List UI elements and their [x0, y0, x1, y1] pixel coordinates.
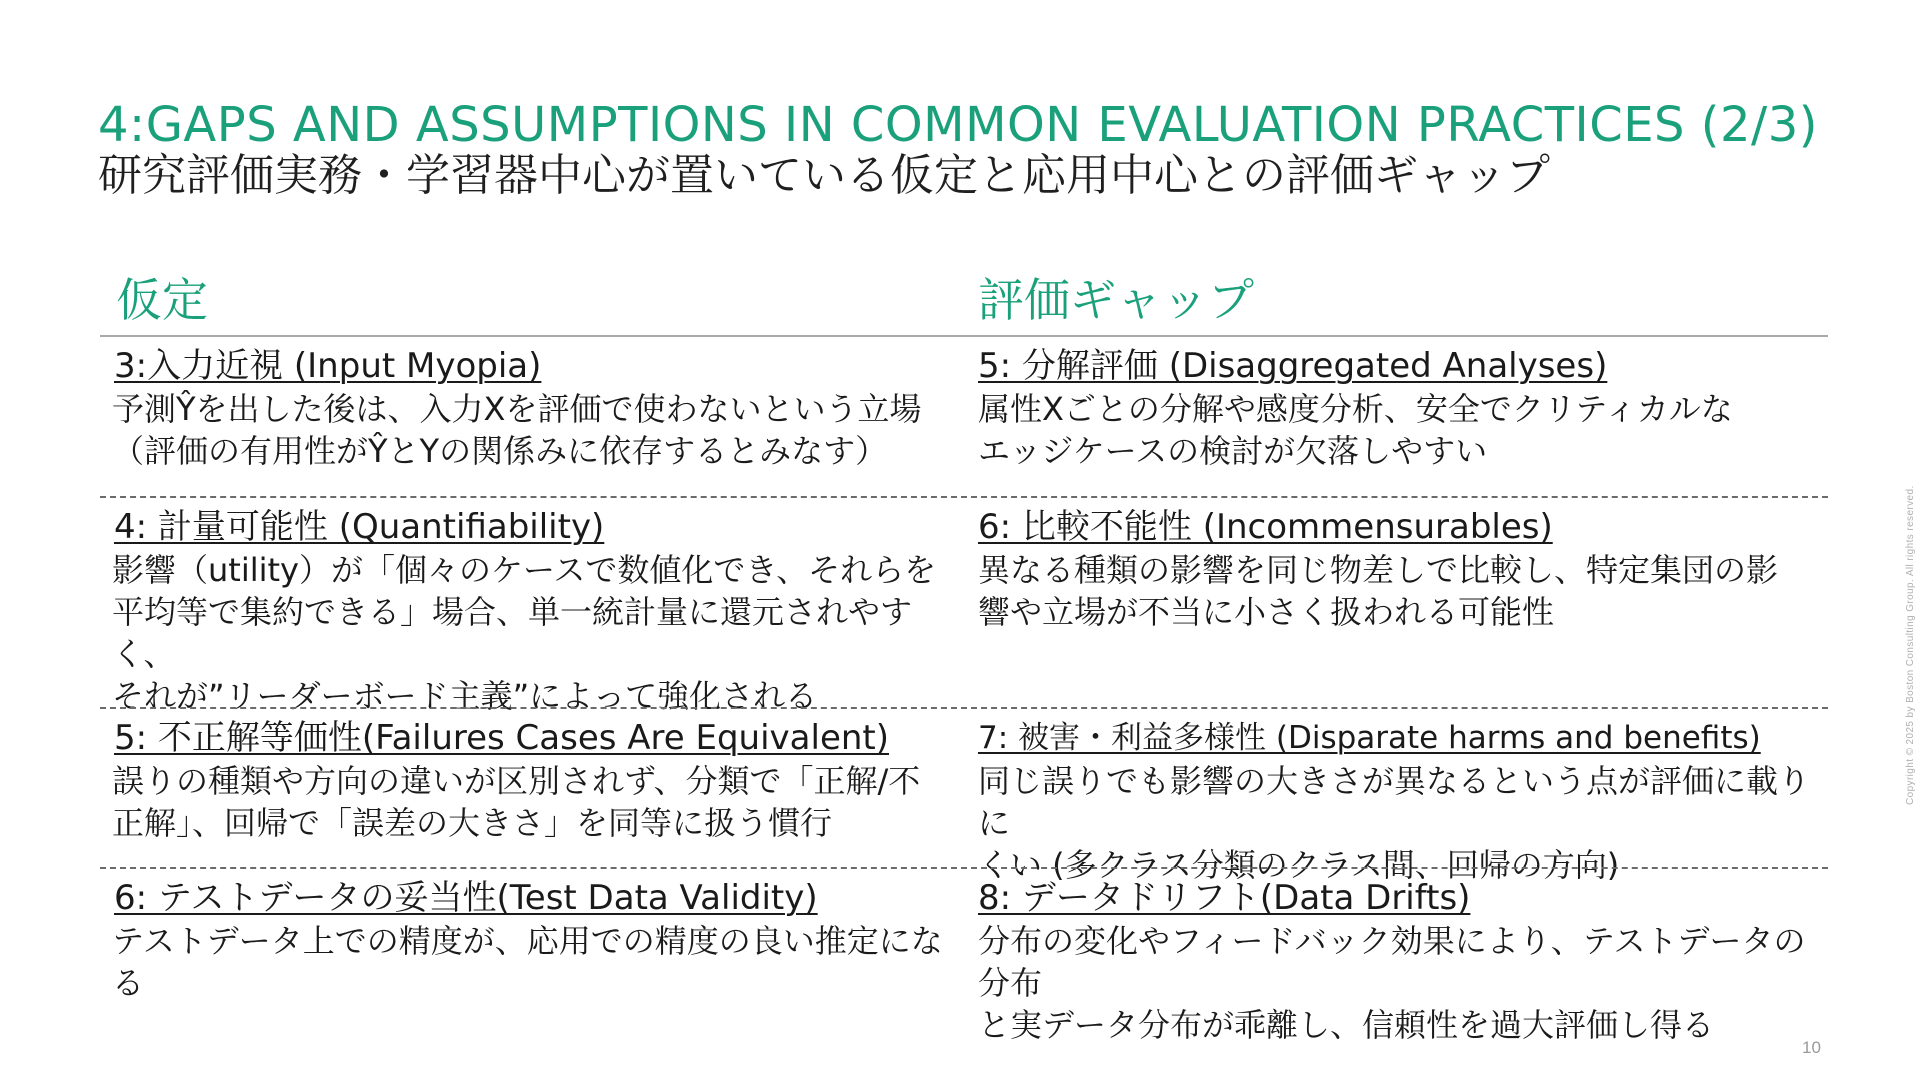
column-header-assumptions: 仮定	[116, 273, 208, 327]
assumption-cell	[114, 346, 954, 472]
page-number: 10	[1802, 1038, 1821, 1057]
row-divider	[100, 496, 1828, 498]
assumption-body: 予測Ŷを出した後は、入力Xを評価で使わないという立場 （評価の有用性がŶとYの関係みに依存するとみなす）	[112, 390, 922, 470]
assumption-body: 誤りの種類や方向の違いが区別されず、分類で「正解/不 正解」、回帰で「誤差の大きさ」を同等に扱う慣行	[112, 762, 921, 842]
assumption-title: 4: 計量可能性 (Quantifiability)	[114, 507, 605, 547]
gap-cell	[978, 878, 1828, 1046]
gap-title: 7: 被害・利益多様性 (Disparate harms and benefits)	[978, 720, 1761, 756]
gap-cell	[978, 346, 1828, 472]
row-divider	[100, 707, 1828, 709]
row-divider	[100, 867, 1828, 869]
gap-cell	[978, 718, 1828, 886]
column-header-evaluation-gaps: 評価ギャップ	[978, 273, 1254, 327]
gap-title: 8: データドリフト(Data Drifts)	[978, 878, 1471, 918]
assumption-title: 6: テストデータの妥当性(Test Data Validity)	[114, 878, 818, 918]
slide-title-english: 4:GAPS AND ASSUMPTIONS IN COMMON EVALUATION PRACTICES (2/3)	[98, 97, 1818, 153]
gap-title: 5: 分解評価 (Disaggregated Analyses)	[978, 346, 1608, 386]
gap-body: 属性Xごとの分解や感度分析、安全でクリティカルな エッジケースの検討が欠落しやすい	[978, 390, 1733, 470]
gap-body: 異なる種類の影響を同じ物差しで比較し、特定集団の影 響や立場が不当に小さく扱われる可能性	[978, 551, 1779, 631]
assumption-title: 5: 不正解等価性(Failures Cases Are Equivalent)	[114, 718, 890, 758]
gap-title: 6: 比較不能性 (Incommensurables)	[978, 507, 1553, 547]
slide-title-japanese: 研究評価実務・学習器中心が置いている仮定と応用中心との評価ギャップ	[98, 150, 1550, 201]
copyright-notice: Copyright © 2025 by Boston Consulting Group. All rights reserved.	[1905, 485, 1916, 805]
gap-body: 同じ誤りでも影響の大きさが異なるという点が評価に載りに くい (多クラス分類のクラス間、回帰の方向)	[978, 762, 1811, 884]
assumption-body: テストデータ上での精度が、応用での精度の良い推定にな る	[112, 922, 943, 1002]
assumption-cell	[114, 878, 954, 1004]
assumption-cell	[114, 507, 954, 717]
assumption-body: 影響（utility）が「個々のケースで数値化でき、それらを 平均等で集約できる」場合、単一統計量に還元されやすく、 それが”リーダーボード主義”によって強化される	[112, 551, 937, 715]
assumption-cell	[114, 718, 954, 844]
gap-body: 分布の変化やフィードバック効果により、テストデータの分布 と実データ分布が乖離し、信頼性を過大評価し得る	[978, 922, 1806, 1044]
header-divider	[100, 335, 1828, 337]
assumption-title: 3:入力近視 (Input Myopia)	[114, 346, 542, 386]
gap-cell	[978, 507, 1828, 633]
